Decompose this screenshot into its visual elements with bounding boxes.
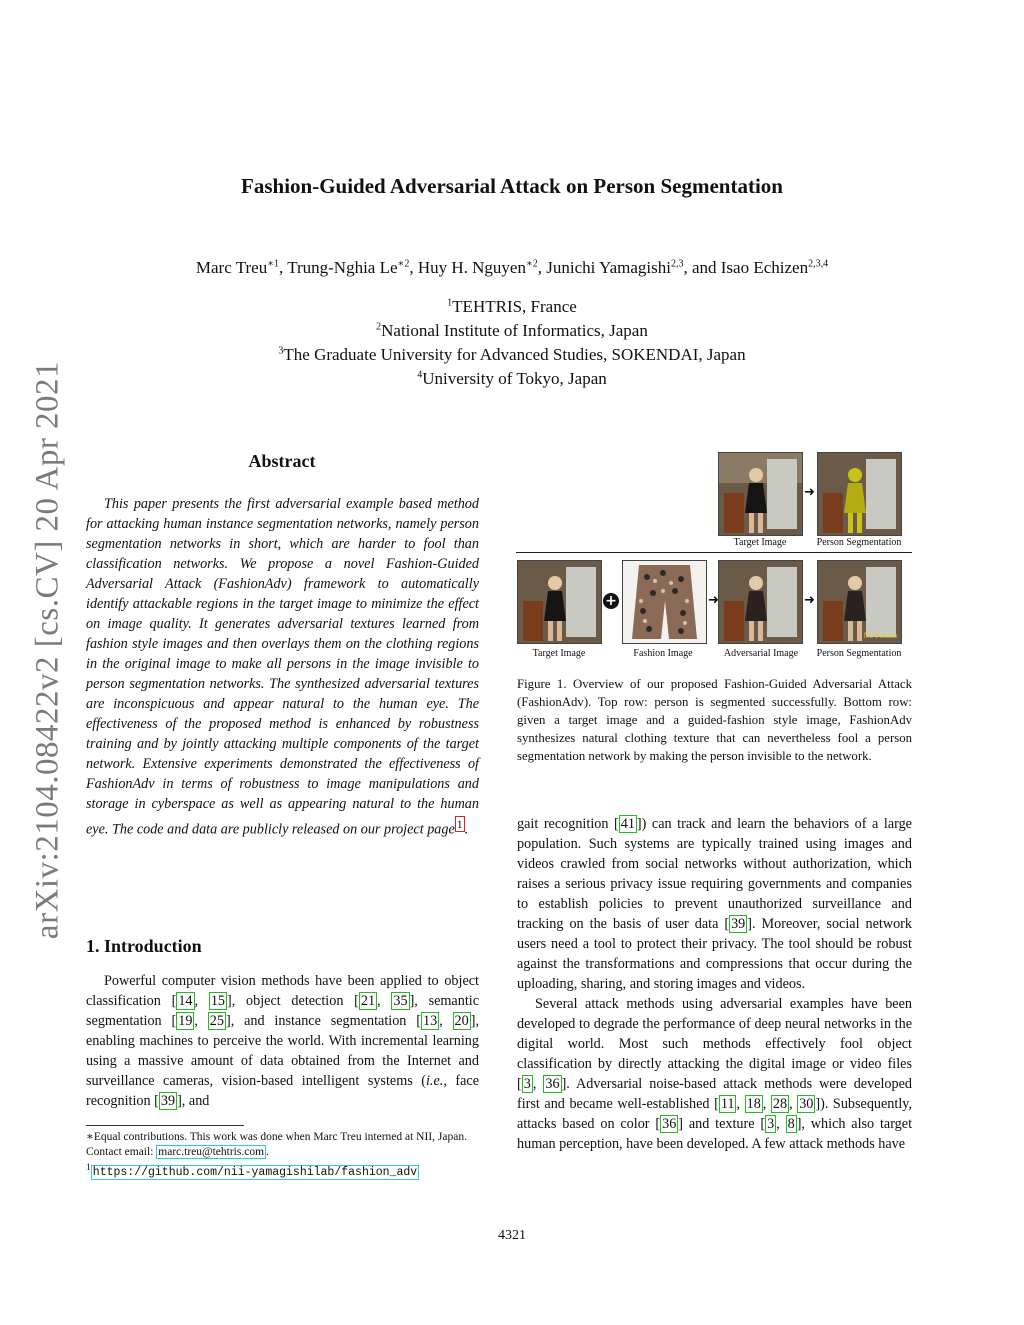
figure-label: Target Image	[733, 537, 787, 548]
footnote-rule	[86, 1125, 244, 1126]
citation-link[interactable]: 14	[178, 993, 193, 1009]
citation-link[interactable]: 18	[746, 1096, 761, 1112]
citation-link[interactable]: 35	[393, 993, 408, 1009]
page-number: 4321	[498, 1228, 526, 1243]
citation-link[interactable]: 13	[422, 1013, 438, 1029]
project-url-link[interactable]: https://github.com/nii-yamagishilab/fashion_adv	[92, 1165, 418, 1179]
affiliation-mark: 1	[447, 297, 453, 309]
citation-link[interactable]: 15	[210, 993, 225, 1009]
fashion-image	[622, 560, 707, 644]
figure-label: Target Image	[532, 648, 586, 659]
figure-label: Adversarial Image	[723, 648, 799, 659]
citation-link[interactable]: 25	[209, 1013, 224, 1029]
affiliation	[0, 345, 1024, 365]
figure-divider	[516, 552, 912, 553]
affiliation-text: The Graduate University for Advanced Studies, SOKENDAI, Japan	[283, 345, 746, 364]
citation-link[interactable]: 11	[720, 1096, 735, 1112]
figure-label: Person Segmentation	[816, 537, 902, 548]
affiliation	[0, 297, 1024, 317]
arrow-right-icon: ➜	[708, 593, 719, 608]
footnotes: ∗Equal contributions. This work was done when Marc Treu interned at NII, Japan. Contact email: marc.treu@tehtris.com . $^1$ https://github.com/nii-yamagishilab/fashion_adv	[86, 1131, 467, 1179]
abstract-heading: Abstract	[248, 451, 316, 471]
citation-link[interactable]: 8	[787, 1116, 795, 1132]
arrow-right-icon: ➜	[804, 485, 815, 500]
author-name: Trung-Nghia Le	[287, 258, 398, 277]
affiliation-text: National Institute of Informatics, Japan	[381, 321, 648, 340]
affiliation	[0, 369, 1024, 389]
abstract-text: This paper presents the first adversarial example based method for attacking human instance segmentation networks, namely person segmentation networks in short, which are harder to fool than classification networks. We propose a novel Fashion-Guided Adversarial Attack (FashionAdv) framework to automatically identify attackable regions in the target image to minimize the effect on image quality. It generates adversarial textures learned from fashion style images and then overlays them on the clothing regions in the original image to make all persons in the image invisible to person segmentation networks. The synthesized adversarial textures are inconspicuous and appear natural to the human eye. The effectiveness of the proposed method is enhanced by robustness training and by jointly attacking multiple components of the target network. Extensive experiments demonstrated the effectiveness of FashionAdv in terms of robustness to image manipulations and storage in cyberspace as well as appearing natural to the human eye. The code and data are publicly released on our project page	[86, 496, 479, 838]
citation-link[interactable]: 19	[178, 1013, 193, 1029]
affiliation-text: University of Tokyo, Japan	[422, 369, 607, 388]
arrow-right-icon: ➜	[804, 593, 815, 608]
citation-link[interactable]: 3	[767, 1116, 775, 1132]
no-person-label: No Person	[863, 631, 897, 640]
intro-paragraph: Powerful computer vision methods have been applied to object classification [ 14 , 15 ], object detection [ 21 , 35 ], semantic segmentation [ 19 , 25 ], and instance segmentation [ 13 , 20 ], enabling machines to perceive the world. With incremental learning using a massive amount of data obtained from the Internet and surveillance cameras, vision-based intelligent systems (i.e., face recognition [ 39 ], and	[86, 973, 480, 1109]
citation-link[interactable]: 28	[772, 1096, 788, 1112]
author-name: Marc Treu	[195, 258, 268, 277]
author-marks: 2,3,4	[808, 258, 829, 270]
citation-link[interactable]: 21	[360, 993, 376, 1009]
citation-link[interactable]: 39	[731, 916, 746, 932]
author-name: Huy H. Nguyen	[417, 258, 526, 277]
author-marks: ∗2	[525, 258, 538, 270]
affiliation-mark: 2	[376, 321, 382, 333]
right-column	[517, 814, 912, 1154]
citation-link[interactable]: 36	[662, 1116, 677, 1132]
author-name: Isao Echizen	[720, 258, 809, 277]
arxiv-identifier: arXiv:2104.08422v2 [cs.CV] 20 Apr 2021	[29, 360, 66, 940]
author-marks: 2,3	[670, 258, 684, 270]
author-marks: ∗1	[267, 258, 279, 270]
adversarial-image	[718, 560, 803, 644]
figure-label: Fashion Image	[633, 648, 693, 659]
affiliation-text: TEHTRIS, France	[452, 297, 577, 316]
target-image-bottom	[517, 560, 602, 644]
citation-link[interactable]: 39	[160, 1093, 176, 1109]
citation-link[interactable]: 41	[620, 816, 635, 832]
citation-link[interactable]: 3	[523, 1076, 531, 1092]
footnote-equal: ∗Equal contributions. This work was done when Marc Treu interned at NII, Japan. Contact email:	[86, 1131, 467, 1158]
author-list: Marc Treu$^{∗1}$, Trung-Nghia $Le^{∗2}$, Huy H. Nguyen$^{∗2}$, Junichi Yamagishi$^{2,3}$, and Isao Echizen$^{2,3,4}$	[195, 258, 829, 277]
paper-title: Fashion-Guided Adversarial Attack on Person Segmentation	[241, 174, 783, 198]
citation-link[interactable]: 30	[799, 1096, 814, 1112]
abstract-body: This paper presents the first adversarial example based method for attacking human instance segmentation networks, namely person segmentation networks in short, which are harder to fool than classification networks. We propose a novel Fashion-Guided Adversarial Attack (FashionAdv) framework to automatically identify attackable regions in the target image to minimize the effect on image quality. It generates adversarial textures learned from fashion style images and then overlays them on the clothing regions in the original image to make all persons in the image invisible to person segmentation networks. The synthesized adversarial textures are inconspicuous and appear natural to the human eye. The effectiveness of the proposed method is enhanced by robustness training and by jointly attacking multiple components of the target network. Extensive experiments demonstrated the effectiveness of FashionAdv in terms of robustness to image manipulations and storage in cyberspace as well as appearing natural to the human eye. The code and data are publicly released on our project page $^1$ .	[86, 496, 479, 838]
author-name: Junichi Yamagishi	[546, 258, 671, 277]
footnote-mark: 1	[86, 1162, 91, 1173]
segmentation-image-top	[817, 452, 902, 536]
author-marks: ∗2	[397, 258, 410, 270]
affiliation	[0, 321, 1024, 341]
section-heading: 1. Introduction	[86, 936, 202, 956]
email-link[interactable]: marc.treu@tehtris.com	[158, 1146, 265, 1158]
target-image-top	[718, 452, 803, 536]
segmentation-image-bottom	[817, 560, 902, 644]
footnote-link[interactable]: 1	[456, 817, 463, 831]
affiliation-mark: 3	[278, 345, 284, 357]
citation-link[interactable]: 20	[454, 1013, 469, 1029]
figure-caption: Figure 1. Overview of our proposed Fashion-Guided Adversarial Attack (FashionAdv). Top row: person is segmented successfully. Bottom row: given a target image and a guided-fashion style image, FashionAdv synthesizes natural clothing texture that can nevertheless fool a person segmentation network by making the person invisible to the network.	[517, 677, 912, 763]
figure-label: Person Segmentation	[816, 648, 902, 659]
body-paragraph: Several attack methods using adversarial examples have been developed to degrade the performance of deep neural networks in the digital world. Most such methods effectively fool object classification by directly attacking the digital image or video files [ 3 , 36 ]. Adversarial noise-based attack methods were developed first and became well-established [ 11 , 18 , 28 , 30 ]). Subsequently, attacks based on color [ 36 ] and texture [ 3 , 8 ], which also target human perception, have been developed. A few attack methods have	[517, 996, 913, 1152]
plus-icon: +	[603, 593, 619, 609]
affiliation-mark: 4	[417, 369, 423, 381]
body-paragraph: gait recognition [ 41 ]) can track and learn the behaviors of a large population. Such systems are typically trained using images and videos crawled from social networks without authorization, which raises a serious privacy issue requiring governments and companies to establish policies to prevent unauthorized surveillance and tracking on the basis of user data [ 39 ]. Moreover, social network users need a tool to protect their privacy. The tool should be robust against the transformations and compressions that occur during the uploading, sharing, and storing images and videos.	[517, 816, 912, 992]
citation-link[interactable]: 36	[545, 1076, 560, 1092]
